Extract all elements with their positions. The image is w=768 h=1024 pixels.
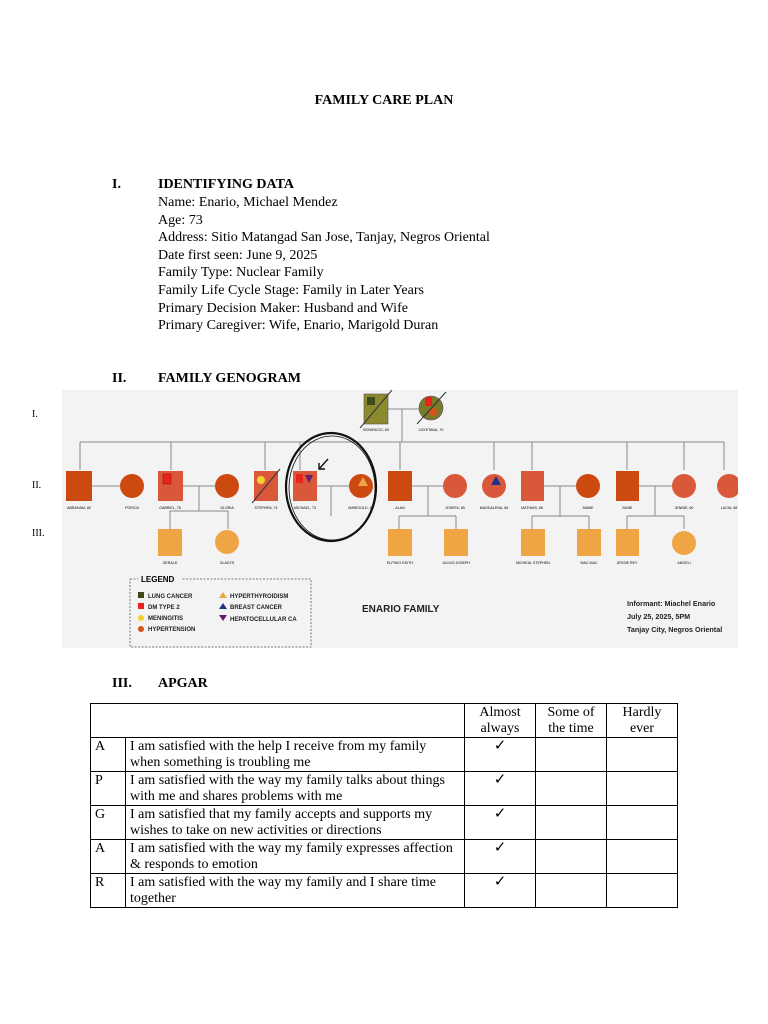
apgar-row	[91, 738, 678, 772]
legend-label-0: LUNG CANCER	[148, 594, 193, 600]
apgar-question: I am satisfied with the way my family talks about things with me and shares problems with me	[126, 772, 465, 806]
legend-lung-cancer-icon	[138, 592, 144, 598]
gen1-name-0: BONIFACIO, 83	[363, 428, 389, 432]
apgar-header-almost-always: Almost always	[465, 704, 536, 738]
legend-meningitis-icon	[138, 615, 144, 621]
apgar-some-cell	[536, 772, 607, 806]
apgar-row	[91, 806, 678, 840]
apgar-letter: A	[91, 840, 126, 874]
legend-title: LEGEND	[141, 575, 175, 584]
gen2-name-11: ANNIE	[582, 506, 594, 510]
legend-breast-cancer-icon	[219, 603, 227, 609]
apgar-letter: A	[91, 738, 126, 772]
gen3-elpidio	[388, 529, 412, 556]
dm-type2-marker	[425, 397, 432, 406]
gen1-bonifacio	[360, 390, 392, 432]
check-icon: ✓	[493, 806, 507, 822]
check-icon: ✓	[493, 874, 507, 890]
apgar-header-row	[91, 704, 678, 738]
section-2-number: II.	[112, 371, 127, 386]
gen2-name-13: JENNIE, 60	[674, 506, 694, 510]
apgar-question: I am satisfied with the way my family expresses affection & responds to emotion	[126, 840, 465, 874]
check-icon: ✓	[493, 772, 507, 788]
gen3-julius	[444, 529, 468, 556]
field-address: Address: Sitio Matangad San Jose, Tanjay, Negros Oriental	[158, 230, 490, 246]
gen2-names	[67, 506, 737, 510]
gen2-name-12: JUNIE	[621, 506, 633, 510]
gen2-jennie	[672, 474, 696, 498]
informant-block	[627, 599, 722, 634]
legend-label-6: HEPATOCELLULAR CA	[230, 617, 297, 623]
informant-line-1: July 25, 2025, 5PM	[627, 612, 691, 621]
legend-hyperthyroid-icon	[219, 592, 227, 598]
gen2-name-4: STEPHEN, 74	[254, 506, 278, 510]
gen-label-2: II.	[32, 480, 42, 491]
gen2-name-7: ALAN	[395, 506, 405, 510]
gen2-porcia	[120, 474, 144, 498]
legend-label-2: MENINGITIS	[148, 616, 184, 622]
apgar-row	[91, 840, 678, 874]
section-3-title: APGAR	[158, 676, 208, 691]
apgar-almost-always-cell	[465, 772, 536, 806]
apgar-question: I am satisfied that my family accepts and supports my wishes to take on new activities or directions	[126, 806, 465, 840]
gen3-name-2: ELPIDIO EDITH	[387, 561, 413, 565]
apgar-table	[90, 703, 678, 908]
apgar-some-cell	[536, 738, 607, 772]
field-name: Name: Enario, Michael Mendez	[158, 195, 338, 210]
gen2-name-10: MATHIAS, 66	[521, 506, 543, 510]
section-1-number: I.	[112, 177, 121, 192]
gen2-alan	[388, 471, 412, 501]
apgar-hardly-cell	[607, 772, 678, 806]
field-life-cycle-stage: Family Life Cycle Stage: Family in Later Years	[158, 282, 424, 298]
gen2-name-14: LUCIA, 58	[720, 506, 738, 510]
field-caregiver: Primary Caregiver: Wife, Enario, Marigold Duran	[158, 318, 439, 334]
page-title: FAMILY CARE PLAN	[314, 93, 454, 108]
gen-label-3: III.	[32, 528, 45, 539]
apgar-header-hardly-ever: Hardly ever	[607, 704, 678, 738]
lung-cancer-marker	[367, 397, 375, 405]
check-icon: ✓	[493, 840, 507, 856]
gen2-name-8: JOSEFA, 65	[445, 506, 465, 510]
apgar-almost-always-cell	[465, 738, 536, 772]
apgar-header-blank	[91, 704, 465, 738]
gen1-cayetana	[417, 392, 446, 432]
gen3-name-0: GERALD	[162, 561, 178, 565]
field-family-type: Family Type: Nuclear Family	[158, 265, 324, 281]
gen3-macmac	[577, 529, 601, 556]
apgar-letter: P	[91, 772, 126, 806]
informant-line-0: Informant: Miachel Enario	[627, 599, 716, 608]
legend-dm-type2-icon	[138, 603, 144, 609]
gen2-lucia	[717, 474, 738, 498]
apgar-question: I am satisfied with the way my family and I share time together	[126, 874, 465, 908]
gen2-mathias	[521, 471, 544, 501]
gen2-annie	[576, 474, 600, 498]
gen2-name-1: PORCIA	[125, 506, 139, 510]
gen2-name-9: MAGDALENA, 65	[479, 506, 509, 510]
gen2-symbols	[66, 469, 738, 503]
stephen-meningitis-marker	[257, 476, 265, 484]
gen3-name-4: MICHEAL STEPHEN	[516, 561, 550, 565]
gen2-name-5: MICHAEL, 73	[294, 506, 316, 510]
gen2-name-0: ABRAHAM, 80	[67, 506, 91, 510]
gen3-name-3: JULIUS JOSEPH	[442, 561, 470, 565]
apgar-question: I am satisfied with the help I receive from my family when something is troubling me	[126, 738, 465, 772]
legend-box	[130, 579, 311, 647]
apgar-row	[91, 772, 678, 806]
informant-line-2: Tanjay City, Negros Oriental	[627, 625, 723, 634]
section-1-title: IDENTIFYING DATA	[158, 177, 294, 192]
legend-label-4: HYPERTHYROIDISM	[230, 594, 289, 600]
apgar-almost-always-cell	[465, 840, 536, 874]
gen2-abraham	[66, 471, 92, 501]
apgar-letter: G	[91, 806, 126, 840]
apgar-hardly-cell	[607, 806, 678, 840]
gen3-name-6: JESSIE REY	[616, 561, 638, 565]
gen2-gloria	[215, 474, 239, 498]
check-icon: ✓	[493, 738, 507, 754]
gen3-names	[163, 561, 691, 565]
apgar-hardly-cell	[607, 738, 678, 772]
gen2-junie	[616, 471, 639, 501]
gen2-magdalena	[482, 474, 506, 498]
genogram-svg	[62, 390, 738, 648]
gen2-josefa	[443, 474, 467, 498]
field-date-first-seen: Date first seen: June 9, 2025	[158, 247, 318, 263]
legend-label-3: HYPERTENSION	[148, 627, 196, 633]
legend	[130, 574, 311, 647]
gen3-name-1: GLADYS	[219, 561, 235, 565]
apgar-header-some-of-the-time: Some of the time	[536, 704, 607, 738]
michael-dm-marker	[296, 474, 303, 483]
apgar-hardly-cell	[607, 874, 678, 908]
legend-label-5: BREAST CANCER	[230, 605, 283, 611]
gen3-gladys	[215, 530, 239, 554]
gen3-name-5: MAC MAC	[580, 561, 598, 565]
gen1-name-1: CAYETANA, 70	[418, 428, 444, 432]
gen3-angeli	[672, 531, 696, 555]
legend-label-1: DM TYPE 2	[148, 605, 180, 611]
gen3-symbols	[158, 529, 696, 556]
gen2-name-2: GABRIEL, 76	[159, 506, 181, 510]
apgar-letter: R	[91, 874, 126, 908]
apgar-some-cell	[536, 874, 607, 908]
apgar-almost-always-cell	[465, 806, 536, 840]
gen2-name-6: MARIGOLD, 67	[348, 506, 374, 510]
field-age: Age: 73	[158, 212, 203, 228]
section-2-title: FAMILY GENOGRAM	[158, 371, 301, 386]
apgar-some-cell	[536, 840, 607, 874]
apgar-row	[91, 874, 678, 908]
section-3-number: III.	[112, 676, 132, 691]
gen3-micheal	[521, 529, 545, 556]
gen3-name-7: ANGELI	[677, 561, 691, 565]
identifying-data-list	[158, 194, 490, 335]
gen3-gerald	[158, 529, 182, 556]
gen-label-1: I.	[32, 409, 38, 420]
gen2-name-3: GLORIA	[220, 506, 234, 510]
apgar-some-cell	[536, 806, 607, 840]
family-name-label: ENARIO FAMILY	[362, 604, 440, 615]
apgar-almost-always-cell	[465, 874, 536, 908]
field-decision-maker: Primary Decision Maker: Husband and Wife	[158, 300, 408, 316]
legend-hypertension-icon	[138, 626, 144, 632]
index-patient-arrow-icon	[319, 459, 328, 469]
genogram-lines	[80, 409, 724, 529]
gabriel-dm-marker	[163, 474, 171, 484]
gen3-jessie	[616, 529, 639, 556]
apgar-hardly-cell	[607, 840, 678, 874]
legend-hepatocellular-icon	[219, 615, 227, 621]
genogram	[62, 390, 738, 648]
